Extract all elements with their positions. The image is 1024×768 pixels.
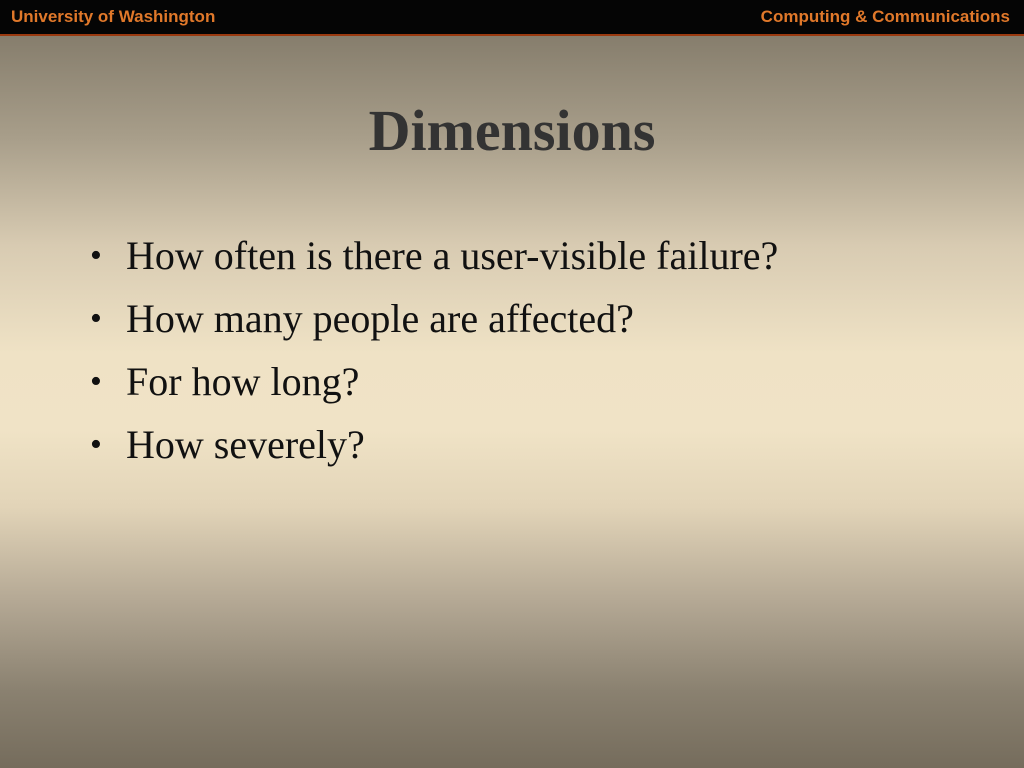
bullet-icon: • (90, 426, 102, 463)
bullet-item (86, 350, 778, 413)
bullet-text: For how long? (126, 359, 360, 404)
bullet-item (86, 413, 778, 476)
bullet-icon: • (90, 363, 102, 400)
header-department: Computing & Communications (760, 7, 1010, 26)
header-organization: University of Washington (11, 7, 216, 26)
bullet-item (86, 224, 778, 287)
bullet-text: How many people are affected? (126, 296, 634, 341)
bullet-item (86, 287, 778, 350)
bullet-icon: • (90, 300, 102, 337)
bullet-icon: • (90, 237, 102, 274)
bullet-text: How severely? (126, 422, 365, 467)
header-bar (0, 0, 1024, 36)
bullet-text: How often is there a user-visible failure? (126, 233, 779, 278)
slide-title: Dimensions (368, 98, 656, 163)
bullet-list (86, 224, 778, 476)
